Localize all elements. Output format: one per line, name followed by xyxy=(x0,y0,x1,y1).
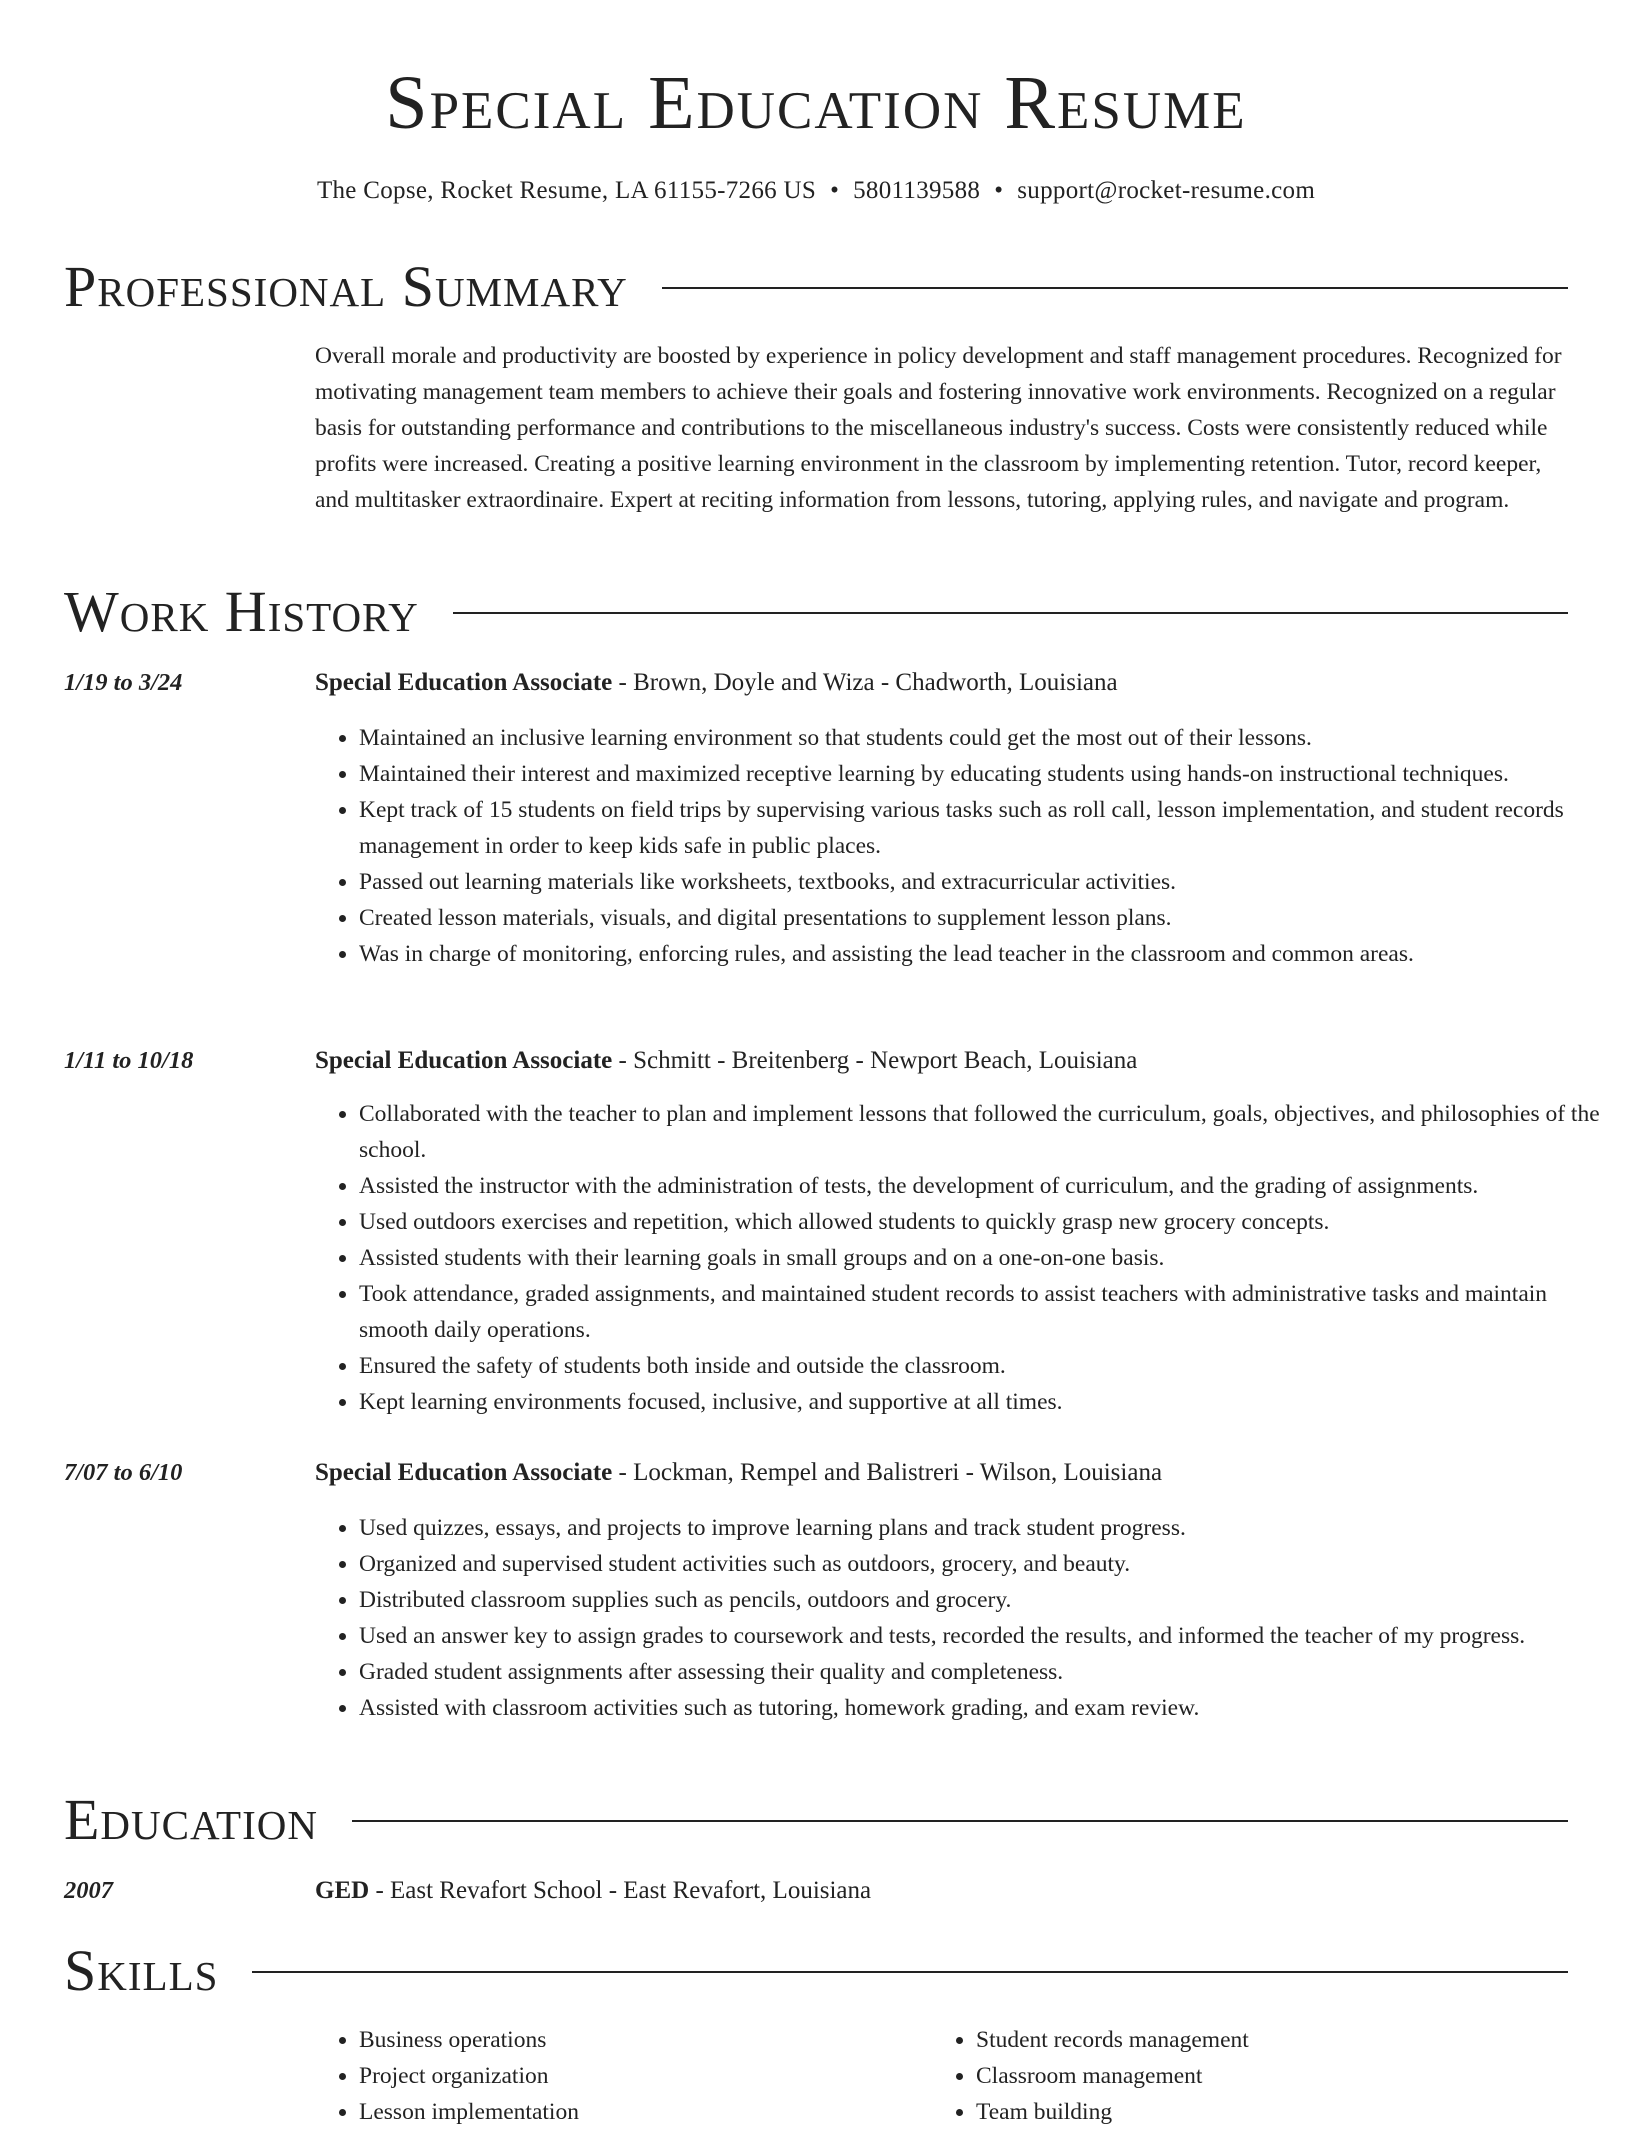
education-line xyxy=(315,1874,1570,1908)
job-bullet: • Maintained an inclusive learning environment so that students could get the most out of their lessons. xyxy=(359,720,1614,756)
resume-title: Special Education Resume xyxy=(385,61,1247,145)
job-bullet: • Kept learning environments focused, inclusive, and supportive at all times. xyxy=(359,1384,1614,1420)
job-bullet: • Ensured the safety of students both inside and outside the classroom. xyxy=(359,1348,1614,1384)
skills-list-left xyxy=(315,2022,919,2130)
job-role: Special Education Associate xyxy=(315,1459,613,1486)
job-employer-details: - Schmitt - Breitenberg - Newport Beach, Louisiana xyxy=(612,1047,1138,1074)
contact-phone: 5801139588 xyxy=(853,177,981,204)
education-degree: GED xyxy=(315,1877,370,1904)
job-employer-details: - Brown, Doyle and Wiza - Chadworth, Louisiana xyxy=(612,669,1118,696)
job-bullet: • Used quizzes, essays, and projects to improve learning plans and track student progress. xyxy=(359,1510,1614,1546)
skill-item: • Lesson implementation xyxy=(359,2094,919,2130)
job-bullet: • Collaborated with the teacher to plan and implement lessons that followed the curriculum, goals, objectives, and philosophies of the school. xyxy=(359,1096,1614,1168)
skill-item: • Business operations xyxy=(359,2022,919,2058)
section-divider xyxy=(252,1971,1568,1973)
skill-item: • Classroom management xyxy=(976,2058,1596,2094)
section-divider xyxy=(662,287,1568,289)
job-bullet: • Distributed classroom supplies such as pencils, outdoors and grocery. xyxy=(359,1582,1614,1618)
summary-text: Overall morale and productivity are boosted by experience in policy development and staff management procedures. Recognized for motivating management team members to achieve their goals and fostering innovative work environments. Recognized on a regular basis for outstanding performance and contributions to the miscellaneous industry's success. Costs were consistently reduced while profits were increased. Creating a positive learning environment in the classroom by implementing retention. Tutor, record keeper, and multitasker extraordinaire. Expert at reciting information from lessons, tutoring, applying rules, and navigate and program. xyxy=(315,343,1562,513)
section-heading-summary xyxy=(64,254,1568,320)
job-title-line xyxy=(315,1044,1570,1078)
job-bullet: • Organized and supervised student activities such as outdoors, grocery, and beauty. xyxy=(359,1546,1614,1582)
job-bullet: • Graded student assignments after assessing their quality and completeness. xyxy=(359,1654,1614,1690)
skills-list-right xyxy=(932,2022,1596,2130)
job-bullet-list xyxy=(315,1096,1614,1420)
section-heading-education xyxy=(64,1787,1568,1853)
job-dates: 7/07 to 6/10 xyxy=(64,1459,183,1486)
section-title-education: Education xyxy=(64,1787,318,1852)
job-bullet: • Took attendance, graded assignments, and maintained student records to assist teachers with administrative tasks and maintain smooth daily operations. xyxy=(359,1276,1614,1348)
job-role: Special Education Associate xyxy=(315,1047,613,1074)
education-year: 2007 xyxy=(64,1877,113,1904)
job-bullet: • Kept track of 15 students on field trips by supervising various tasks such as roll call, lesson implementation, and student records management in order to keep kids safe in public places. xyxy=(359,792,1614,864)
skill-item: • Team building xyxy=(976,2094,1596,2130)
job-dates: 1/11 to 10/18 xyxy=(64,1047,194,1074)
contact-separator: • xyxy=(994,177,1004,204)
contact-separator: • xyxy=(830,177,840,204)
job-dates: 1/19 to 3/24 xyxy=(64,669,183,696)
job-employer-details: - Lockman, Rempel and Balistreri - Wilson, Louisiana xyxy=(612,1459,1163,1486)
skill-item: • Project organization xyxy=(359,2058,919,2094)
job-bullet: • Used an answer key to assign grades to coursework and tests, recorded the results, and informed the teacher of my progress. xyxy=(359,1618,1614,1654)
education-school-details: - East Revafort School - East Revafort, Louisiana xyxy=(369,1877,872,1904)
job-role: Special Education Associate xyxy=(315,669,613,696)
job-bullet: • Created lesson materials, visuals, and digital presentations to supplement lesson plans. xyxy=(359,900,1614,936)
job-bullet: • Assisted the instructor with the administration of tests, the development of curriculum, and the grading of assignments. xyxy=(359,1168,1614,1204)
section-divider xyxy=(453,612,1568,614)
contact-line xyxy=(0,174,1632,208)
section-heading-work-history xyxy=(64,579,1568,645)
job-bullet: • Passed out learning materials like worksheets, textbooks, and extracurricular activities. xyxy=(359,864,1614,900)
job-bullet: • Used outdoors exercises and repetition, which allowed students to quickly grasp new grocery concepts. xyxy=(359,1204,1614,1240)
contact-address: The Copse, Rocket Resume, LA 61155-7266 US xyxy=(316,177,817,204)
contact-email: support@rocket-resume.com xyxy=(1017,177,1316,204)
job-bullet-list xyxy=(315,720,1614,972)
section-title-skills: Skills xyxy=(64,1938,219,2003)
job-bullet: • Was in charge of monitoring, enforcing rules, and assisting the lead teacher in the classroom and common areas. xyxy=(359,936,1614,972)
job-title-line xyxy=(315,666,1570,700)
section-title-summary: Professional Summary xyxy=(64,254,628,319)
job-bullet: • Assisted with classroom activities such as tutoring, homework grading, and exam review. xyxy=(359,1690,1614,1726)
job-title-line xyxy=(315,1456,1570,1490)
section-title-work-history: Work History xyxy=(64,579,419,644)
job-bullet-list xyxy=(315,1510,1614,1726)
section-heading-skills xyxy=(64,1938,1568,2004)
job-bullet: • Assisted students with their learning goals in small groups and on a one-on-one basis. xyxy=(359,1240,1614,1276)
section-divider xyxy=(352,1820,1568,1822)
skill-item: • Student records management xyxy=(976,2022,1596,2058)
job-bullet: • Maintained their interest and maximized receptive learning by educating students using hands-on instructional techniques. xyxy=(359,756,1614,792)
